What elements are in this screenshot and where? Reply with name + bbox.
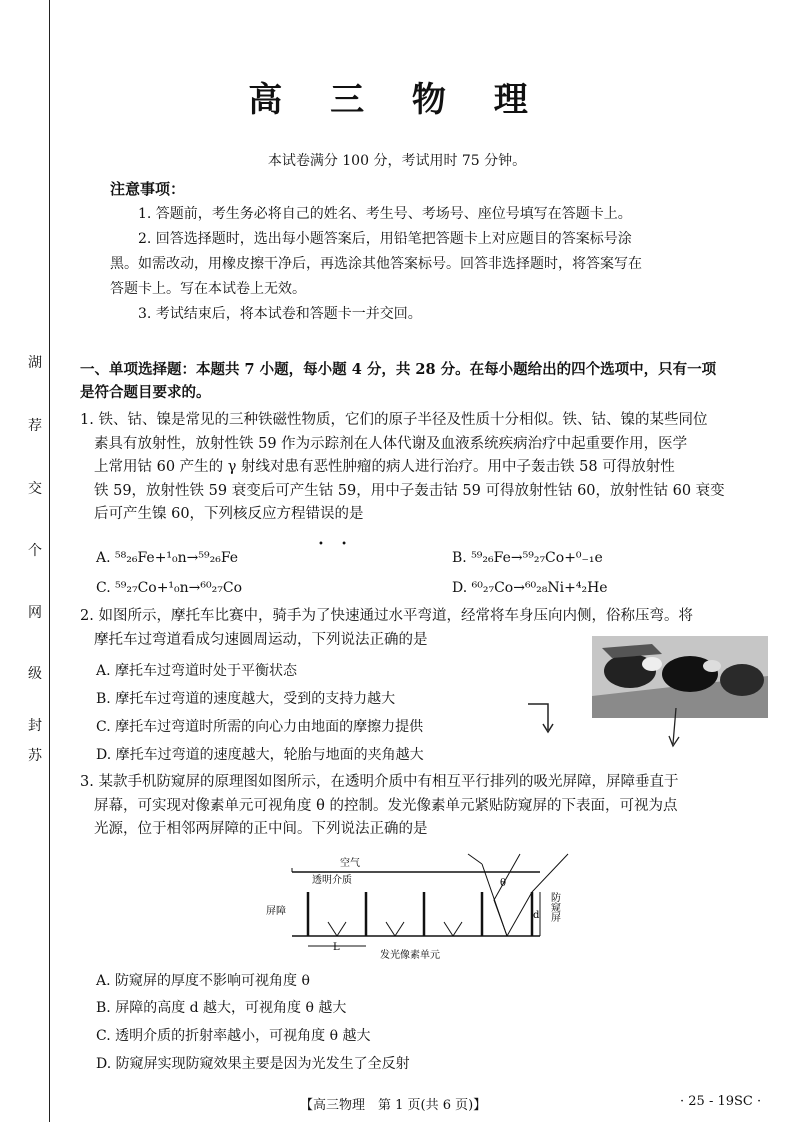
notice-item: 答题卡上。写在本试卷上无效。	[110, 281, 306, 297]
question-line: 铁 59，放射性铁 59 衰变后可产生钴 59，用中子轰击钴 59 可得放射性钴 60，放射性钴 60 衰变	[94, 482, 725, 499]
section-line: 是符合题目要求的。	[80, 384, 211, 401]
question-line: 上常用钴 60 产生的 γ 射线对患有恶性肿瘤的病人进行治疗。用中子轰击铁 58 可得放射性	[94, 459, 675, 475]
binding-char: 苏	[28, 748, 42, 764]
question-line: 摩托车过弯道看成匀速圆周运动，下列说法正确的是	[94, 631, 428, 648]
medium-label: 透明介质	[312, 875, 352, 886]
q3-option-c: C. 透明介质的折射率越小，可视角度 θ 越大	[96, 1028, 371, 1044]
notice-list	[110, 204, 750, 325]
emphasis-dots: • •	[318, 539, 354, 550]
q3-option-b: B. 屏障的高度 d 越大，可视角度 θ 越大	[96, 1000, 347, 1016]
binding-char: 网	[28, 605, 42, 621]
exam-subtitle: 本试卷满分 100 分，考试用时 75 分钟。	[267, 153, 527, 169]
question-line: 后可产生镍 60，下列核反应方程错误的是	[94, 506, 364, 522]
notice-item: 2. 回答选择题时，选出每小题答案后，用铅笔把答题卡上对应题目的答案标号涂	[138, 231, 632, 247]
section-heading	[80, 358, 770, 404]
binding-char: 封	[28, 718, 42, 734]
pixel-label: 发光像素单元	[380, 950, 440, 961]
q1-option-b: B. ⁵⁹₂₆Fe→⁵⁹₂₇Co+⁰₋₁e	[452, 550, 603, 566]
q3-option-a: A. 防窥屏的厚度不影响可视角度 θ	[96, 973, 310, 989]
q2-option-d: D. 摩托车过弯道的速度越大，轮胎与地面的夹角越大	[96, 747, 424, 763]
notice-item: 黑。如需改动，用橡皮擦干净后，再选涂其他答案标号。回答非选择题时，将答案写在	[110, 256, 642, 272]
q2-option-c: C. 摩托车过弯道时所需的向心力由地面的摩擦力提供	[96, 719, 424, 735]
section-line: 一、单项选择题：本题共 7 小题，每小题 4 分，共 28 分。在每小题给出的四个选项中，只有一项	[80, 361, 717, 378]
privacy-screen-diagram	[266, 852, 590, 964]
notice-heading: 注意事项：	[110, 180, 186, 198]
notice-item: 1. 答题前，考生务必将自己的姓名、考生号、考场号、座位号填写在答题卡上。	[138, 206, 632, 222]
theta-label: θ	[500, 878, 507, 889]
binding-char: 交	[28, 481, 42, 497]
question-line: 光源，位于相邻两屏障的正中间。下列说法正确的是	[94, 821, 428, 837]
question-line: 屏幕，可实现对像素单元可视角度 θ 的控制。发光像素单元紧贴防窥屏的下表面，可视为点	[94, 797, 678, 814]
q2-option-b: B. 摩托车过弯道的速度越大，受到的支持力越大	[96, 691, 396, 707]
air-label: 空气	[340, 858, 360, 869]
footer-page-info: 【高三物理 第 1 页(共 6 页)】	[300, 1098, 487, 1113]
q1-option-c: C. ⁵⁹₂₇Co+¹₀n→⁶⁰₂₇Co	[96, 580, 242, 596]
question-line: 3. 某款手机防窥屏的原理图如图所示，在透明介质中有相互平行排列的吸光屏障，屏障垂直于	[80, 774, 679, 790]
q3-option-d: D. 防窥屏实现防窥效果主要是因为光发生了全反射	[96, 1056, 410, 1072]
q1-option-d: D. ⁶⁰₂₇Co→⁶⁰₂₈Ni+⁴₂He	[452, 580, 608, 596]
q2-option-a: A. 摩托车过弯道时处于平衡状态	[96, 663, 298, 679]
barrier-label: 屏障	[266, 906, 286, 917]
question-line: 素具有放射性，放射性铁 59 作为示踪剂在人体代谢及血液系统疾病治疗中起重要作用，医学	[94, 435, 688, 452]
binding-char: 个	[28, 543, 42, 559]
question-1	[80, 409, 770, 527]
L-label: L	[333, 942, 340, 953]
binding-char: 级	[28, 666, 42, 682]
footer-code: · 25 - 19SC ·	[680, 1094, 762, 1109]
notice-item: 3. 考试结束后，将本试卷和答题卡一并交回。	[138, 306, 422, 322]
question-line: 1. 铁、钴、镍是常见的三种铁磁性物质，它们的原子半径及性质十分相似。铁、钴、镍的某些同位	[80, 412, 708, 428]
question-3	[80, 771, 770, 842]
q1-option-a: A. ⁵⁸₂₆Fe+¹₀n→⁵⁹₂₆Fe	[96, 550, 239, 566]
screen-label: 防窥屏	[548, 892, 560, 922]
binding-char: 湖	[28, 355, 42, 371]
binding-char: 荐	[28, 418, 42, 434]
question-line: 2. 如图所示，摩托车比赛中，骑手为了快速通过水平弯道，经常将车身压向内侧，俗称压弯。将	[80, 608, 693, 624]
force-arrow-sketch	[526, 698, 686, 750]
d-label: d	[533, 910, 540, 921]
page-title: 高 三 物 理	[248, 80, 546, 120]
